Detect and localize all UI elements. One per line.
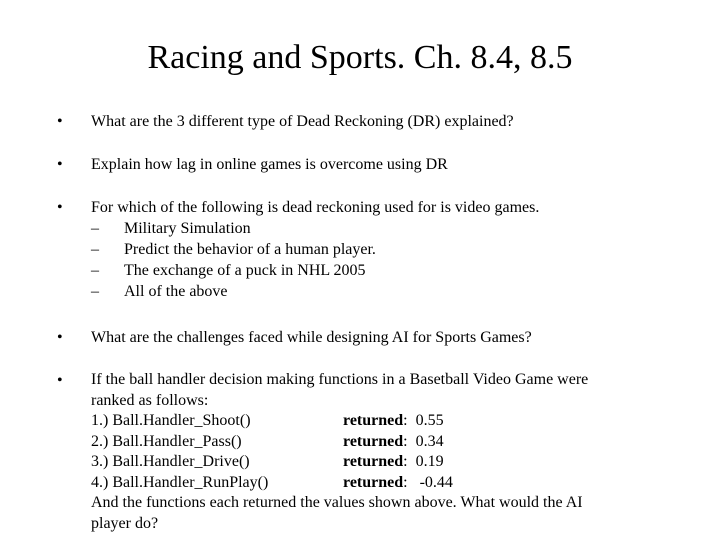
return-value: 0.55 — [415, 412, 444, 429]
bullet-icon: • — [57, 156, 63, 173]
option-item — [91, 218, 671, 239]
bullet-icon: • — [57, 329, 63, 346]
returned-label: returned — [343, 453, 404, 470]
returned-label: returned — [343, 432, 404, 450]
question-outro-line: And the functions each returned the values shown above. What would the AI — [91, 494, 583, 511]
option-text: The exchange of a puck in NHL 2005 — [124, 262, 366, 279]
option-text: Military Simulation — [124, 220, 251, 237]
question-text: What are the challenges faced while designing AI for Sports Games? — [91, 329, 532, 346]
returned-label: returned — [343, 473, 404, 491]
bullet-icon: • — [57, 199, 63, 216]
question-intro-line: ranked as follows: — [91, 391, 209, 409]
dash-icon: – — [91, 283, 99, 300]
function-name: 4.) Ball.Handler_RunPlay() — [91, 473, 269, 491]
question-text: What are the 3 different type of Dead Reckoning (DR) explained? — [91, 113, 514, 130]
dash-icon: – — [91, 241, 99, 258]
function-name: 2.) Ball.Handler_Pass() — [91, 432, 242, 450]
question-intro-line: If the ball handler decision making functions in a Basetball Video Game were — [91, 371, 589, 388]
return-value: 0.34 — [415, 432, 444, 450]
bullet-icon: • — [57, 372, 63, 389]
question-text: Explain how lag in online games is overcome using DR — [91, 156, 448, 173]
function-name: 3.) Ball.Handler_Drive() — [91, 453, 250, 470]
returned-label: returned — [343, 412, 404, 429]
question-text: For which of the following is dead reckoning used for is video games. — [91, 199, 540, 216]
bullet-icon: • — [57, 113, 63, 130]
option-item — [91, 239, 671, 260]
return-value: -0.44 — [419, 473, 453, 491]
dash-icon: – — [91, 262, 99, 279]
ranking-row: 2.) Ball.Handler_Pass() returned: 0.34 — [91, 432, 444, 450]
option-item — [91, 281, 671, 302]
ranking-row: 3.) Ball.Handler_Drive() returned: 0.19 — [91, 453, 444, 470]
option-text: All of the above — [124, 283, 228, 300]
option-item — [91, 260, 671, 281]
ranking-row: 1.) Ball.Handler_Shoot() returned: 0.55 — [91, 412, 444, 429]
function-name: 1.) Ball.Handler_Shoot() — [91, 412, 251, 429]
dash-icon: – — [91, 220, 99, 237]
return-value: 0.19 — [415, 453, 444, 470]
option-text: Predict the behavior of a human player. — [124, 241, 376, 258]
question-outro-line: player do? — [91, 514, 159, 532]
ranking-row: 4.) Ball.Handler_RunPlay() returned: -0.44 — [91, 473, 453, 491]
slide-title: Racing and Sports. Ch. 8.4, 8.5 — [147, 39, 573, 76]
